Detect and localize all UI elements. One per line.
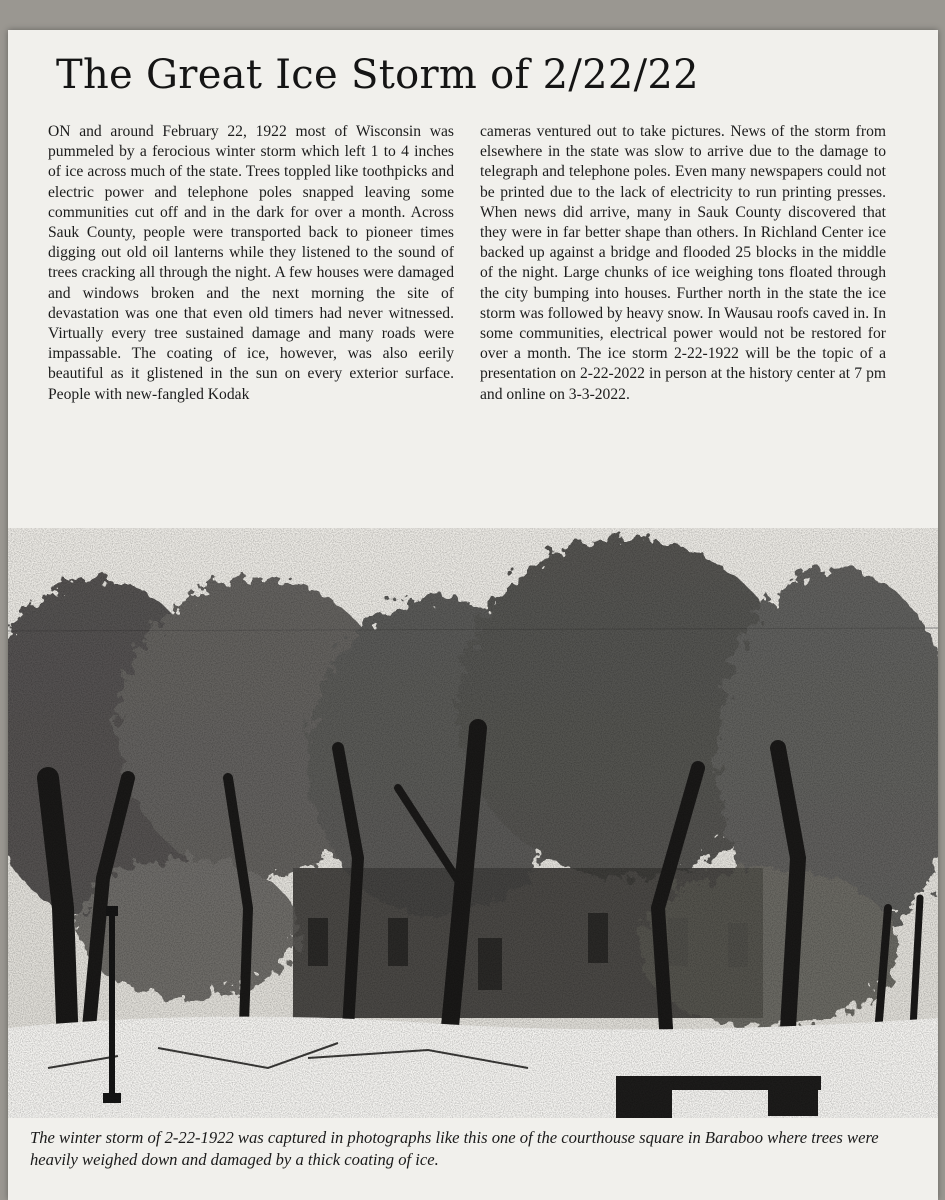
courthouse-square-photo bbox=[8, 528, 938, 1118]
article-body-left: ON and around February 22, 1922 most of Wisconsin was pummeled by a ferocious winter storm which left 1 to 4 inches of ice across much of the state. Trees toppled like toothpicks and electric power and telephone poles snapped leaving some communities cut off and in the dark for over a month. Across Sauk County, people were transported back to pioneer times digging out old oil lanterns while they listened to the sound of trees cracking all through the night. A few houses were damaged and windows broken and the next morning the site of devastation was one that even old timers had never witnessed. Virtually every tree sustained damage and many roads were impassable. The coating of ice, however, was also eerily beautiful as it glistened in the sun on every exterior surface. People with new-fangled Kodak bbox=[48, 123, 454, 403]
article-title: The Great Ice Storm of 2/22/22 bbox=[56, 52, 699, 98]
newspaper-page bbox=[8, 30, 938, 1200]
photo-grain bbox=[8, 528, 938, 1118]
article-column-left bbox=[48, 122, 454, 405]
article-column-right bbox=[480, 122, 886, 405]
photo-caption: The winter storm of 2-22-1922 was captured in photographs like this one of the courthouse square in Baraboo where trees were heavily weighed down and damaged by a thick coating of ice. bbox=[30, 1128, 879, 1169]
article-body-right: cameras ventured out to take pictures. News of the storm from elsewhere in the state was slow to arrive due to the damage to telegraph and telephone poles. Even many newspapers could not be printed due to the lack of electricity to run printing presses. When news did arrive, many in Sauk County discovered that they were in far better shape than others. In Richland Center ice backed up against a bridge and flooded 25 blocks in the middle of the night. Large chunks of ice weighing tons floated through the city bumping into houses. Further north in the state the ice storm was followed by heavy snow. In Wausau roofs caved in. In some communities, electrical power would not be restored for over a month. The ice storm 2-22-1922 will be the topic of a presentation on 2-22-2022 in person at the history center at 7 pm and online on 3-3-2022. bbox=[480, 123, 886, 403]
